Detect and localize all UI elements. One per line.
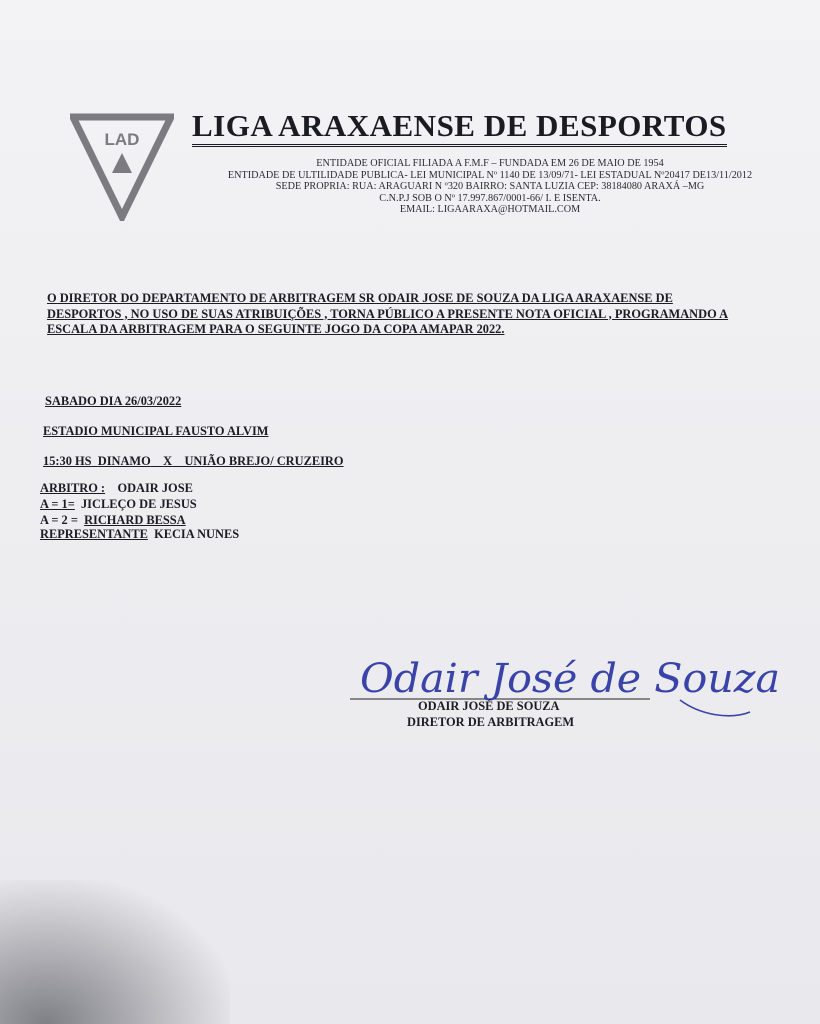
assistant2-row	[40, 513, 186, 528]
assistant2-name: RICHARD BESSA	[84, 513, 186, 527]
org-name: LIGA ARAXAENSE DE DESPORTOS	[192, 108, 727, 147]
match-home: DINAMO	[97, 454, 151, 468]
notice-line: DESPORTOS , NO USO DE SUAS ATRIBUIÇÕES , TORNA PÚBLICO A PRESENTE NOTA OFICIAL , PROGRAMANDO A	[47, 306, 729, 321]
lad-logo	[70, 113, 174, 221]
match-time: 15:30 HS	[43, 454, 92, 468]
match-away: UNIÃO BREJO/ CRUZEIRO	[184, 454, 344, 468]
representative-row	[40, 527, 239, 542]
representative-name: KECIA NUNES	[154, 527, 240, 541]
signatory-title: DIRETOR DE ARBITRAGEM	[407, 715, 575, 729]
org-info	[170, 158, 810, 216]
referee-row	[40, 481, 193, 496]
match-venue: ESTADIO MUNICIPAL FAUSTO ALVIM	[43, 424, 269, 438]
representative-label: REPRESENTANTE	[40, 527, 148, 541]
notice-line: ESCALA DA ARBITRAGEM PARA O SEGUINTE JOGO DA COPA AMAPAR 2022.	[47, 322, 505, 336]
signature-handwriting: Odair José de Souza	[360, 656, 780, 702]
org-info-line: ENTIDADE OFICIAL FILIADA A F.M.F – FUNDADA EM 26 DE MAIO DE 1954	[316, 158, 664, 169]
signature-flourish	[680, 700, 750, 716]
org-info-line: C.N.P.J SOB O Nº 17.997.867/0001-66/ I. E ISENTA.	[379, 192, 601, 204]
referee-label: ARBITRO :	[40, 481, 106, 495]
match-date: SABADO DIA 26/03/2022	[45, 394, 182, 408]
org-info-line: ENTIDADE DE ULTILIDADE PUBLICA- LEI MUNICIPAL Nº 1140 DE 13/09/71- LEI ESTADUAL Nº20417 DE13/11/2012	[227, 169, 753, 181]
photo-shadow	[0, 880, 230, 1024]
match-sep: X	[163, 454, 173, 468]
referee-name: ODAIR JOSE	[117, 481, 193, 495]
signatory-name: ODAIR JOSÉ DE SOUZA	[418, 699, 560, 713]
org-info-line: EMAIL: LIGAARAXA@HOTMAIL.COM	[399, 204, 581, 215]
notice-line: O DIRETOR DO DEPARTAMENTO DE ARBITRAGEM SR ODAIR JOSE DE SOUZA DA LIGA ARAXAENSE DE	[47, 291, 673, 305]
org-info-line: SEDE PROPRIA: RUA: ARAGUARI N º320 BAIRRO: SANTA LUZIA CEP: 38184080 ARAXÁ –MG	[275, 181, 705, 192]
assistant1-row	[40, 497, 197, 512]
assistant1-name: JICLEÇO DE JESUS	[80, 497, 197, 511]
assistant1-label: A = 1=	[40, 497, 75, 511]
logo-text: LAD	[104, 130, 140, 149]
official-notice	[47, 291, 787, 338]
match-line	[43, 454, 344, 469]
assistant2-label: A = 2 =	[40, 513, 78, 527]
